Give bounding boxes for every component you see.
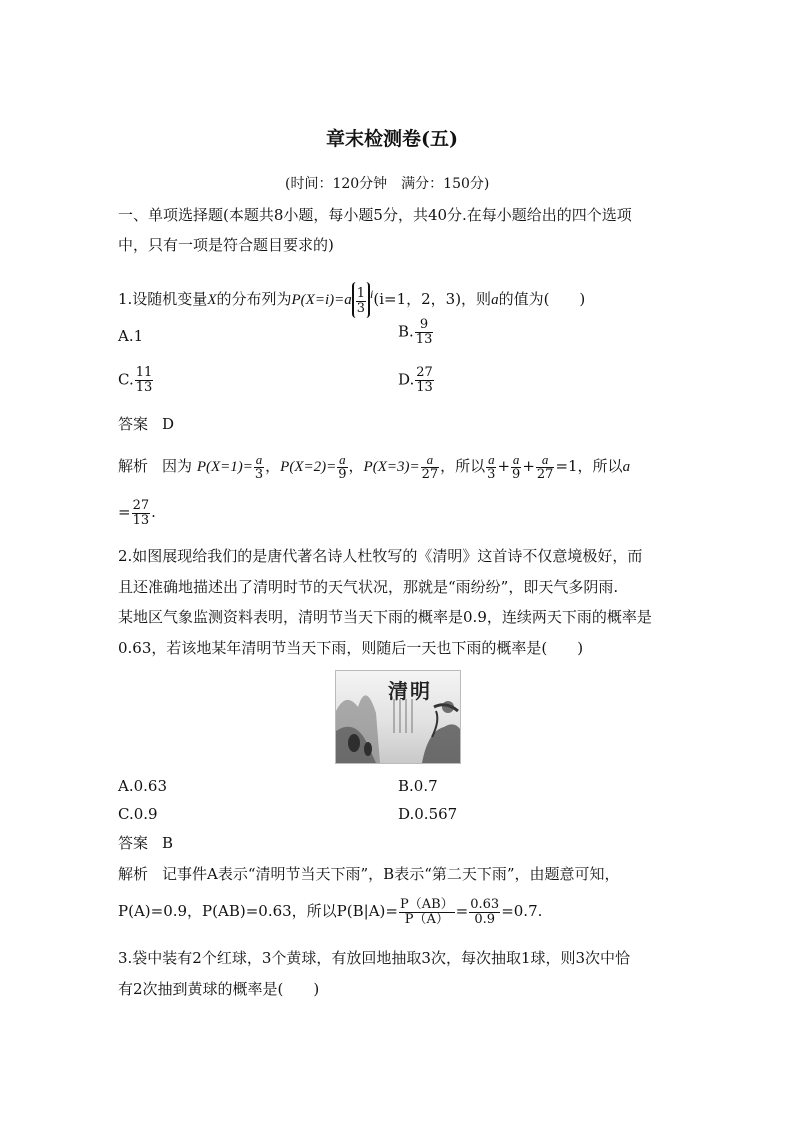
q1-option-d: [398, 366, 435, 395]
q1-p1-den: 3: [254, 466, 264, 482]
q1-p1-num: a: [255, 451, 263, 467]
q1-option-d-num: 27: [416, 365, 433, 380]
q3-line2: 有2次抽到黄球的概率是( ): [118, 980, 320, 998]
q1-sum-den2: 9: [512, 466, 521, 482]
q2-option-d: D.0.567: [398, 805, 458, 823]
q2-frac2-num: 0.63: [470, 896, 500, 912]
q1-range: (i=1，2，3)，则: [373, 290, 492, 308]
q1-answer-value: D: [162, 415, 175, 433]
q1-p3-num: a: [421, 453, 440, 468]
q1-option-d-label: D.: [398, 370, 415, 389]
q1-so: 所以: [455, 457, 486, 475]
q1-result-dot: .: [151, 503, 156, 521]
q1-exp: i: [370, 287, 374, 301]
q2-eq: =: [455, 902, 469, 920]
q1-answer: [118, 414, 174, 434]
q1-option-b-num: 9: [415, 318, 434, 333]
q1-p2-den: 9: [338, 466, 347, 482]
q1-result-eq: =: [118, 503, 131, 521]
q2-option-b: B.0.7: [398, 777, 438, 795]
q1-option-a: A.1: [118, 327, 144, 345]
q1-option-b-label: B.: [398, 322, 414, 341]
q2-analysis-label: 解析: [118, 865, 149, 883]
q2-analysis-text: 记事件A表示“清明节当天下雨”，B表示“第二天下雨”，由题意可知，: [162, 865, 620, 883]
q1-a2: a: [622, 459, 631, 475]
q2-analysis-line1: [118, 864, 620, 884]
q2-result: =0.7.: [501, 902, 543, 920]
q2-line3: 某地区气象监测资料表明，清明节当天下雨的概率是0.9，连续两天下雨的概率是: [118, 608, 652, 626]
q1-plus1: +: [497, 457, 511, 475]
q1-prefix: 1.设随机变量: [118, 290, 208, 308]
q2-line4: 0.63，若该地某年清明节当天下雨，则随后一天也下雨的概率是( ): [118, 639, 584, 657]
page-title: 章末检测卷(五): [326, 128, 458, 150]
q2-answer-label: 答案: [118, 834, 149, 852]
q1-plus2: +: [522, 457, 535, 475]
q1-frac-num: 1: [356, 285, 366, 301]
q1-sum-den1: 3: [487, 466, 496, 482]
exam-info: (时间：120分钟 满分：150分): [285, 176, 490, 192]
q1-formula-left: P(X=i)=a: [291, 292, 352, 308]
q1-option-b: [398, 318, 434, 347]
section-heading-line2: 中，只有一项是符合题目要求的): [118, 236, 334, 254]
q2-answer-value: B: [162, 834, 174, 852]
q1-mid: 的分布列为: [216, 290, 292, 308]
q1-eq1: =1，所以: [555, 457, 623, 475]
q2-option-c: C.0.9: [118, 805, 158, 823]
illustration-title: 清明: [388, 679, 432, 703]
q1-option-c-num: 11: [135, 365, 153, 380]
q1-answer-label: 答案: [118, 415, 149, 433]
q1-frac-den: 3: [356, 300, 366, 316]
section-heading-line1: 一、单项选择题(本题共8小题，每小题5分，共40分.在每小题给出的四个选项: [118, 206, 632, 224]
q1-suffix: 的值为( ): [498, 290, 586, 308]
q1-var: X: [207, 292, 217, 308]
q1-p2-num: a: [339, 451, 346, 467]
qingming-illustration: [335, 670, 461, 764]
q1-paren: [352, 282, 370, 318]
q1-p3: P(X=3)=: [363, 459, 420, 475]
q1-option-c: [118, 366, 154, 395]
q2-analysis-line2: [118, 893, 542, 929]
q1-option-c-den: 13: [135, 380, 153, 395]
q1-sum-den3: 27: [536, 466, 554, 482]
q1-result: [118, 494, 156, 530]
q1-analysis-label: 解析: [118, 457, 149, 475]
q1-option-c-label: C.: [118, 370, 134, 389]
q1-p3-den: 27: [421, 466, 439, 482]
question-1: [118, 276, 585, 318]
q2-analysis-formula: P(A)=0.9，P(AB)=0.63，所以P(B|A)=: [118, 902, 398, 920]
q1-analysis-because: 因为: [162, 457, 193, 475]
q2-line2: 且还准确地描述出了清明时节的天气状况，那就是“雨纷纷”，即天气多阴雨.: [118, 578, 619, 596]
q2-frac1-num: P（AB）: [399, 896, 454, 912]
q2-answer: [118, 833, 173, 853]
q2-frac1-den: P（A）: [404, 911, 449, 927]
q1-sum-num3: a: [536, 453, 555, 468]
q1-a: a: [491, 292, 499, 308]
q1-analysis: 解析 因为 P(X=1)= $\frac{a}{3}$ ，P(X=2)= $\frac{a}{9}$ ，P(X=3)= $\frac{a}{27}$ ，所以 $\frac{a}{3}$ + $\frac{a}{9}$ + $\frac{a}{27}$ =1，所以a: [118, 451, 631, 482]
q1-sum-num2: a: [512, 451, 520, 467]
q1-sum-num1: a: [488, 451, 495, 467]
q3-line1: 3.袋中装有2个红球，3个黄球，有放回地抽取3次，每次抽取1球，则3次中恰: [118, 949, 631, 967]
q1-option-b-den: 13: [415, 332, 433, 347]
q2-option-a: A.0.63: [118, 777, 167, 795]
q1-option-d-den: 13: [416, 380, 433, 395]
q2-line1: 2.如图展现给我们的是唐代著名诗人杜牧写的《清明》这首诗不仅意境极好，而: [118, 547, 643, 565]
q1-p2: P(X=2)=: [280, 459, 337, 475]
q1-result-den: 13: [132, 512, 150, 528]
q2-frac2-den: 0.9: [474, 911, 496, 927]
q1-result-num: 27: [132, 497, 150, 513]
q1-p1: P(X=1)=: [196, 459, 253, 475]
